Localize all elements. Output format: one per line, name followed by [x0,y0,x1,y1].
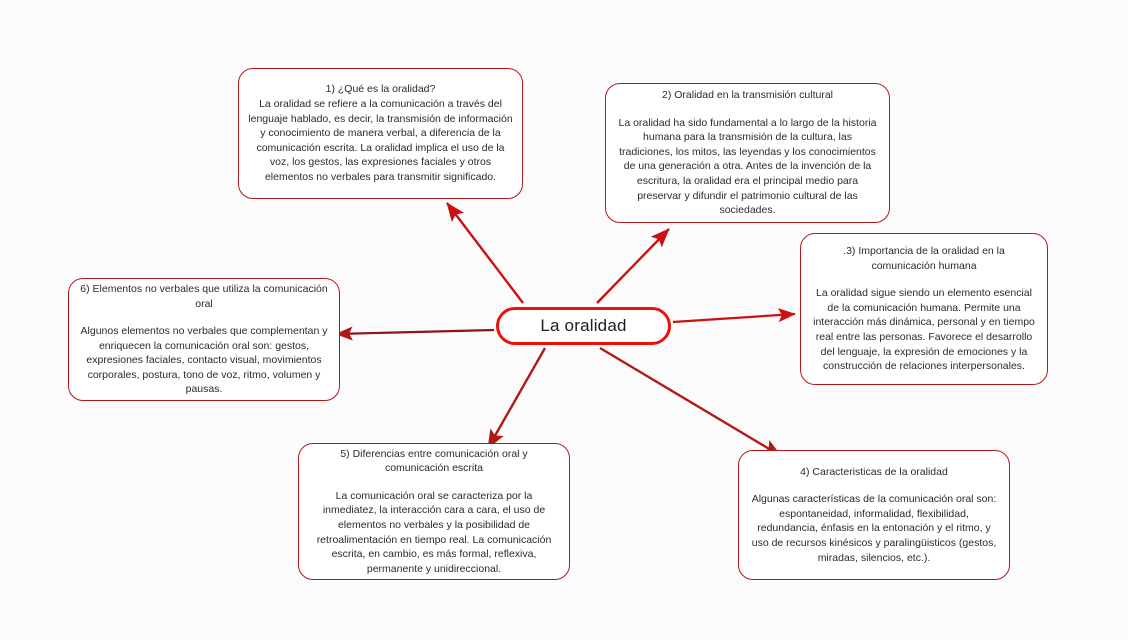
node-3-title: .3) Importancia de la oralidad en la comunicación humana [843,245,1005,272]
node-4-body: Algunas características de la comunicación oral son: espontaneidad, informalidad, flexibilidad, redundancia, énfasis en la entonación y el ritmo, y uso de recursos kinésicos y paralingüisticos (gestos, miradas, silencios, etc.). [751,493,997,564]
connector-center-to-node6 [336,330,494,334]
node-1-body: La oralidad se refiere a la comunicación a través del lenguaje hablado, es decir, la transmisión de información y conocimiento de manera verbal, a diferencia de la comunicación escrita. La oralidad implica el uso de la voz, los gestos, las expresiones faciales y otros elementos no verbales para transmitir significado. [248,97,513,183]
connector-center-to-node1 [447,203,523,303]
mindmap-center-node[interactable] [496,307,671,345]
node-1-title: 1) ¿Qué es la oralidad? [325,83,436,96]
node-2-title: 2) Oralidad en la transmisión cultural [662,89,833,102]
node-6-body: Algunos elementos no verbales que complementan y enriquecen la comunicación oral son: gestos, expresiones faciales, contacto visual, movimientos corporales, postura, tono de voz, ritmo, volumen y pausas. [80,325,328,396]
connector-center-to-node5 [488,348,545,448]
node-5-title: 5) Diferencias entre comunicación oral y comunicación escrita [340,447,528,475]
connector-center-to-node4 [600,348,781,456]
node-3-body: La oralidad sigue siendo un elemento esencial de la comunicación humana. Permite una interacción más dinámica, personal y en tiempo real entre las personas. Favorece el desarrollo del lenguaje, la expresión de emociones y la construcción de relaciones interpersonales. [813,287,1035,373]
mindmap-node-5[interactable] [298,443,570,580]
connector-center-to-node3 [673,314,795,322]
mindmap-node-4[interactable] [738,450,1010,580]
node-5-body: La comunicación oral se caracteriza por la inmediatez, la interacción cara a cara, el uso de elementos no verbales y la posibilidad de retroalimentación en tiempo real. La comunicación escrita, en cambio, es más formal, reflexiva, permanente y unidireccional. [316,489,552,575]
mindmap-node-2[interactable] [605,83,890,223]
node-4-title: 4) Caracteristicas de la oralidad [800,465,948,478]
node-2-body: La oralidad ha sido fundamental a lo largo de la historia humana para la transmisión de la cultura, las tradiciones, los mitos, las leyendas y los conocimientos de una generación a otra. Antes de la invención de la escritura, la oralidad era el principal medio para preservar y difundir el patrimonio cultural de las sociedades. [618,116,877,217]
node-6-title: 6) Elementos no verbales que utiliza la comunicación oral [80,283,328,310]
mindmap-node-6[interactable] [68,278,340,401]
mindmap-node-3[interactable] [800,233,1048,385]
connector-center-to-node2 [597,229,669,303]
mindmap-node-1[interactable] [238,68,523,199]
center-node-label: La oralidad [540,316,627,335]
